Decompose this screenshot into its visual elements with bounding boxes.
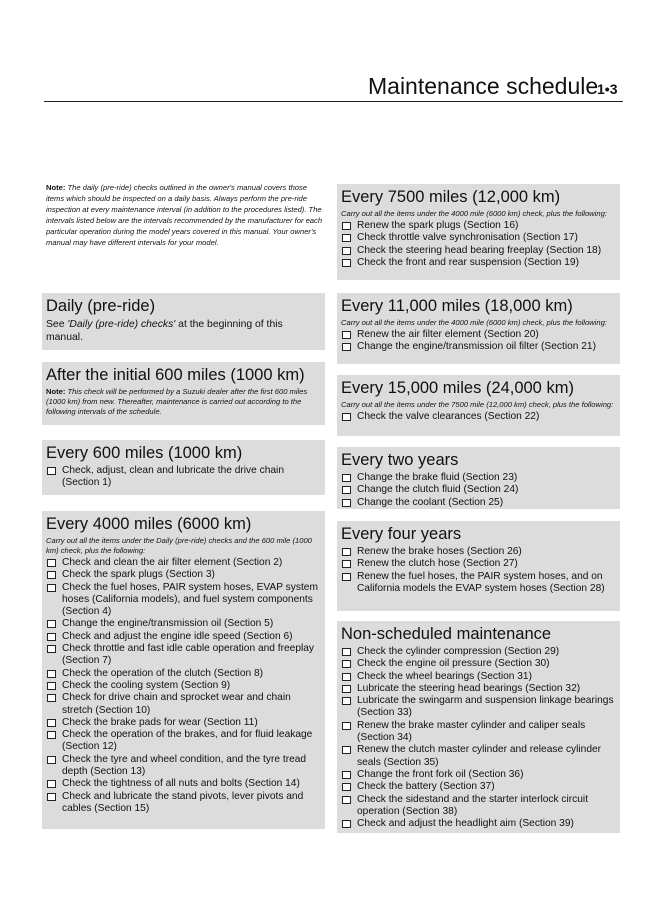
checklist-item-text: Check throttle valve synchronisation (Section 17) <box>357 232 578 244</box>
checklist-item <box>341 695 616 720</box>
checkbox-icon <box>342 247 351 255</box>
checkbox-icon <box>342 820 351 828</box>
checkbox-icon <box>342 413 351 421</box>
checklist-item <box>341 781 616 793</box>
checklist-item <box>341 411 616 423</box>
checkbox-icon <box>342 486 351 494</box>
checklist-item-text: Check the cylinder compression (Section 29) <box>357 646 560 657</box>
checklist-item-text: Change the front fork oil (Section 36) <box>357 768 524 780</box>
checkbox-icon <box>342 746 351 754</box>
section-title: Every 4000 miles (6000 km) <box>46 515 252 533</box>
checklist-item-text: Renew the clutch hose (Section 27) <box>357 558 518 570</box>
checkbox-icon <box>342 560 351 568</box>
checklist-item-text: Check the battery (Section 37) <box>357 781 495 793</box>
checklist-item-text: Check and adjust the engine idle speed (Section 6) <box>62 630 293 642</box>
checklist-item-text: Check throttle and fast idle cable operation and freeplay (Section 7) <box>62 643 315 667</box>
checklist-item <box>341 497 616 509</box>
checklist-item-text: Check the front and rear suspension (Section 19) <box>357 256 579 268</box>
checkbox-icon <box>47 645 56 653</box>
section-title: Every 600 miles (1000 km) <box>46 444 243 462</box>
checkbox-icon <box>47 571 56 579</box>
checkbox-icon <box>47 584 56 592</box>
checklist-item <box>46 465 321 490</box>
checkbox-icon <box>342 499 351 507</box>
checkbox-icon <box>47 559 56 567</box>
checkbox-icon <box>342 343 351 351</box>
checklist-item-text: Check the spark plugs (Section 3) <box>62 569 215 581</box>
checkbox-icon <box>47 682 56 690</box>
checklist-item <box>341 546 616 558</box>
checklist-item-text: Change the engine/transmission oil (Section 5) <box>62 618 274 630</box>
checklist-item-text: Check the valve clearances (Section 22) <box>357 411 540 422</box>
section-non-scheduled <box>337 621 620 833</box>
checklist-item <box>46 791 321 816</box>
checkbox-icon <box>342 331 351 339</box>
checklist-item-text: Check the wheel bearings (Section 31) <box>357 670 532 682</box>
checklist-item <box>46 680 321 692</box>
section-initial-600 <box>42 362 325 425</box>
checklist-item-text: Check the steering head bearing freeplay (Section 18) <box>357 244 602 256</box>
section-intro: Carry out all the items under the 7500 mile (12,000 km) check, plus the following: <box>341 400 614 409</box>
checkbox-icon <box>47 467 56 475</box>
intro-note <box>46 182 324 248</box>
checklist-item-text: Lubricate the swingarm and suspension linkage bearings (Section 33) <box>357 695 614 719</box>
section-intro: Carry out all the items under the Daily (pre-ride) checks and the 600 mile (1000 km) check, plus the following: <box>46 536 312 555</box>
checklist-item-text: Check the sidestand and the starter interlock circuit operation (Section 38) <box>357 793 589 817</box>
checklist-item-text: Check and adjust the headlight aim (Section 39) <box>357 818 574 830</box>
checklist-item <box>341 558 616 570</box>
checklist-item-text: Change the clutch fluid (Section 24) <box>357 484 519 496</box>
checklist-item <box>341 329 616 341</box>
page-number: 1•3 <box>597 81 618 97</box>
section-title: Non-scheduled maintenance <box>341 625 552 643</box>
checklist <box>46 465 321 490</box>
checklist-item <box>46 618 321 630</box>
checklist-item-text: Check and lubricate the stand pivots, lever pivots and cables (Section 15) <box>62 790 304 814</box>
checklist <box>341 329 616 354</box>
checkbox-icon <box>342 673 351 681</box>
checklist <box>341 220 616 269</box>
checkbox-icon <box>47 793 56 801</box>
checklist-item-text: Lubricate the steering head bearings (Section 32) <box>357 682 581 694</box>
checklist-item-text: Check and clean the air filter element (Section 2) <box>62 557 283 568</box>
checkbox-icon <box>342 222 351 230</box>
checkbox-icon <box>342 259 351 267</box>
checkbox-icon <box>342 783 351 791</box>
section-two-years <box>337 447 620 509</box>
checkbox-icon <box>47 719 56 727</box>
section-intro: Carry out all the items under the 4000 mile (6000 km) check, plus the following: <box>341 209 607 218</box>
checklist-item <box>46 643 321 668</box>
checklist-item <box>341 769 616 781</box>
checklist-item-text: Renew the brake hoses (Section 26) <box>357 546 522 557</box>
checklist-item-text: Check the fuel hoses, PAIR system hoses, EVAP system hoses (California models), and fuel system components (Section 4) <box>62 581 318 618</box>
checklist-item-text: Check the tyre and wheel condition, and the tyre tread depth (Section 13) <box>62 753 307 778</box>
checklist-item <box>341 794 616 819</box>
section-title: Daily (pre-ride) <box>46 297 156 315</box>
checklist-item <box>341 220 616 232</box>
checkbox-icon <box>342 722 351 730</box>
section-every-15000 <box>337 375 620 436</box>
checkbox-icon <box>342 548 351 556</box>
checklist-item-text: Change the coolant (Section 25) <box>357 496 504 508</box>
page-title: Maintenance schedule <box>368 73 599 99</box>
checklist-item-text: Check the tightness of all nuts and bolts (Section 14) <box>62 778 300 790</box>
section-intro: Carry out all the items under the 4000 mile (6000 km) check, plus the following: <box>341 318 607 327</box>
checklist <box>341 411 616 423</box>
checklist-item <box>341 472 616 484</box>
checklist <box>46 557 321 815</box>
section-title: Every 15,000 miles (24,000 km) <box>341 379 574 397</box>
checkbox-icon <box>342 771 351 779</box>
checklist-item-text: Change the brake fluid (Section 23) <box>357 472 518 483</box>
checklist-item-text: Renew the spark plugs (Section 16) <box>357 220 519 231</box>
checkbox-icon <box>342 573 351 581</box>
section-every-11000 <box>337 293 620 364</box>
checkbox-icon <box>342 697 351 705</box>
checklist-item-text: Change the engine/transmission oil filter (Section 21) <box>357 341 596 353</box>
checklist-item-text: Renew the fuel hoses, the PAIR system hoses, and on California models the EVAP system hoses (Section 28) <box>357 570 605 594</box>
checklist-item <box>341 818 616 830</box>
checkbox-icon <box>342 234 351 242</box>
section-text: See 'Daily (pre-ride) checks' at the beginning of this manual. <box>46 319 283 343</box>
checklist-item <box>341 720 616 745</box>
checklist-item-text: Renew the brake master cylinder and caliper seals (Section 34) <box>357 719 586 744</box>
checklist-item <box>46 631 321 643</box>
checklist-item <box>341 646 616 658</box>
checklist <box>341 546 616 595</box>
checklist-item <box>341 571 616 596</box>
checklist-item <box>341 658 616 670</box>
checkbox-icon <box>342 685 351 693</box>
checkbox-icon <box>47 633 56 641</box>
checklist-item-text: Check for drive chain and sprocket wear and chain stretch (Section 10) <box>62 692 291 716</box>
checklist-item <box>46 582 321 619</box>
checklist <box>341 472 616 509</box>
header-rule <box>44 101 623 102</box>
section-title: Every 7500 miles (12,000 km) <box>341 188 561 206</box>
note-label: Note: <box>46 183 66 192</box>
checklist-item <box>341 245 616 257</box>
checklist-item-text: Check the operation of the brakes, and for fluid leakage (Section 12) <box>62 729 313 753</box>
checklist-item <box>341 744 616 769</box>
checkbox-icon <box>47 780 56 788</box>
section-title: Every four years <box>341 525 462 543</box>
checklist-item <box>46 754 321 779</box>
checklist-item <box>46 668 321 680</box>
section-title: Every 11,000 miles (18,000 km) <box>341 297 573 315</box>
checklist-item <box>46 729 321 754</box>
checkbox-icon <box>342 660 351 668</box>
checklist-item <box>46 717 321 729</box>
checkbox-icon <box>47 620 56 628</box>
checklist-item-text: Check, adjust, clean and lubricate the drive chain (Section 1) <box>62 465 284 489</box>
checkbox-icon <box>47 756 56 764</box>
section-every-4000 <box>42 511 325 829</box>
checklist-item <box>341 341 616 353</box>
note-text: The daily (pre-ride) checks outlined in the owner's manual covers those items which should be inspected on a daily basis. Always perform the pre-ride inspection at every maintenance interval (in addition to the procedures listed). The intervals listed below are the intervals recommended by the manufacturer for each particular operation during the model years covered in this manual. Your owner's manual may have different intervals for your model. <box>46 183 323 247</box>
checklist-item-text: Check the brake pads for wear (Section 11) <box>62 716 258 728</box>
checklist-item <box>46 778 321 790</box>
checklist-item <box>341 671 616 683</box>
checkbox-icon <box>342 796 351 804</box>
checklist-item <box>341 484 616 496</box>
checkbox-icon <box>342 648 351 656</box>
checklist-item-text: Renew the clutch master cylinder and release cylinder seals (Section 35) <box>357 744 602 768</box>
checklist-item <box>341 257 616 269</box>
checklist-item-text: Check the cooling system (Section 9) <box>62 679 231 691</box>
checklist-item <box>46 569 321 581</box>
checklist-item <box>341 683 616 695</box>
checkbox-icon <box>47 731 56 739</box>
section-title: Every two years <box>341 451 459 469</box>
checkbox-icon <box>47 694 56 702</box>
checklist-item <box>46 692 321 717</box>
section-every-7500 <box>337 184 620 280</box>
checklist-item-text: Check the operation of the clutch (Section 8) <box>62 667 264 679</box>
section-every-600 <box>42 440 325 495</box>
checkbox-icon <box>47 670 56 678</box>
checklist-item <box>46 557 321 569</box>
checklist-item-text: Renew the air filter element (Section 20) <box>357 329 539 340</box>
section-note: Note: This check will be performed by a Suzuki dealer after the first 600 miles (1000 km) from new. Thereafter, maintenance is carried out according to the following intervals of the schedule. <box>46 387 308 416</box>
section-daily <box>42 293 325 350</box>
section-title: After the initial 600 miles (1000 km) <box>46 366 305 384</box>
checkbox-icon <box>342 474 351 482</box>
checklist <box>341 646 616 830</box>
checklist-item-text: Check the engine oil pressure (Section 30) <box>357 658 550 670</box>
checklist-item <box>341 232 616 244</box>
section-four-years <box>337 521 620 611</box>
